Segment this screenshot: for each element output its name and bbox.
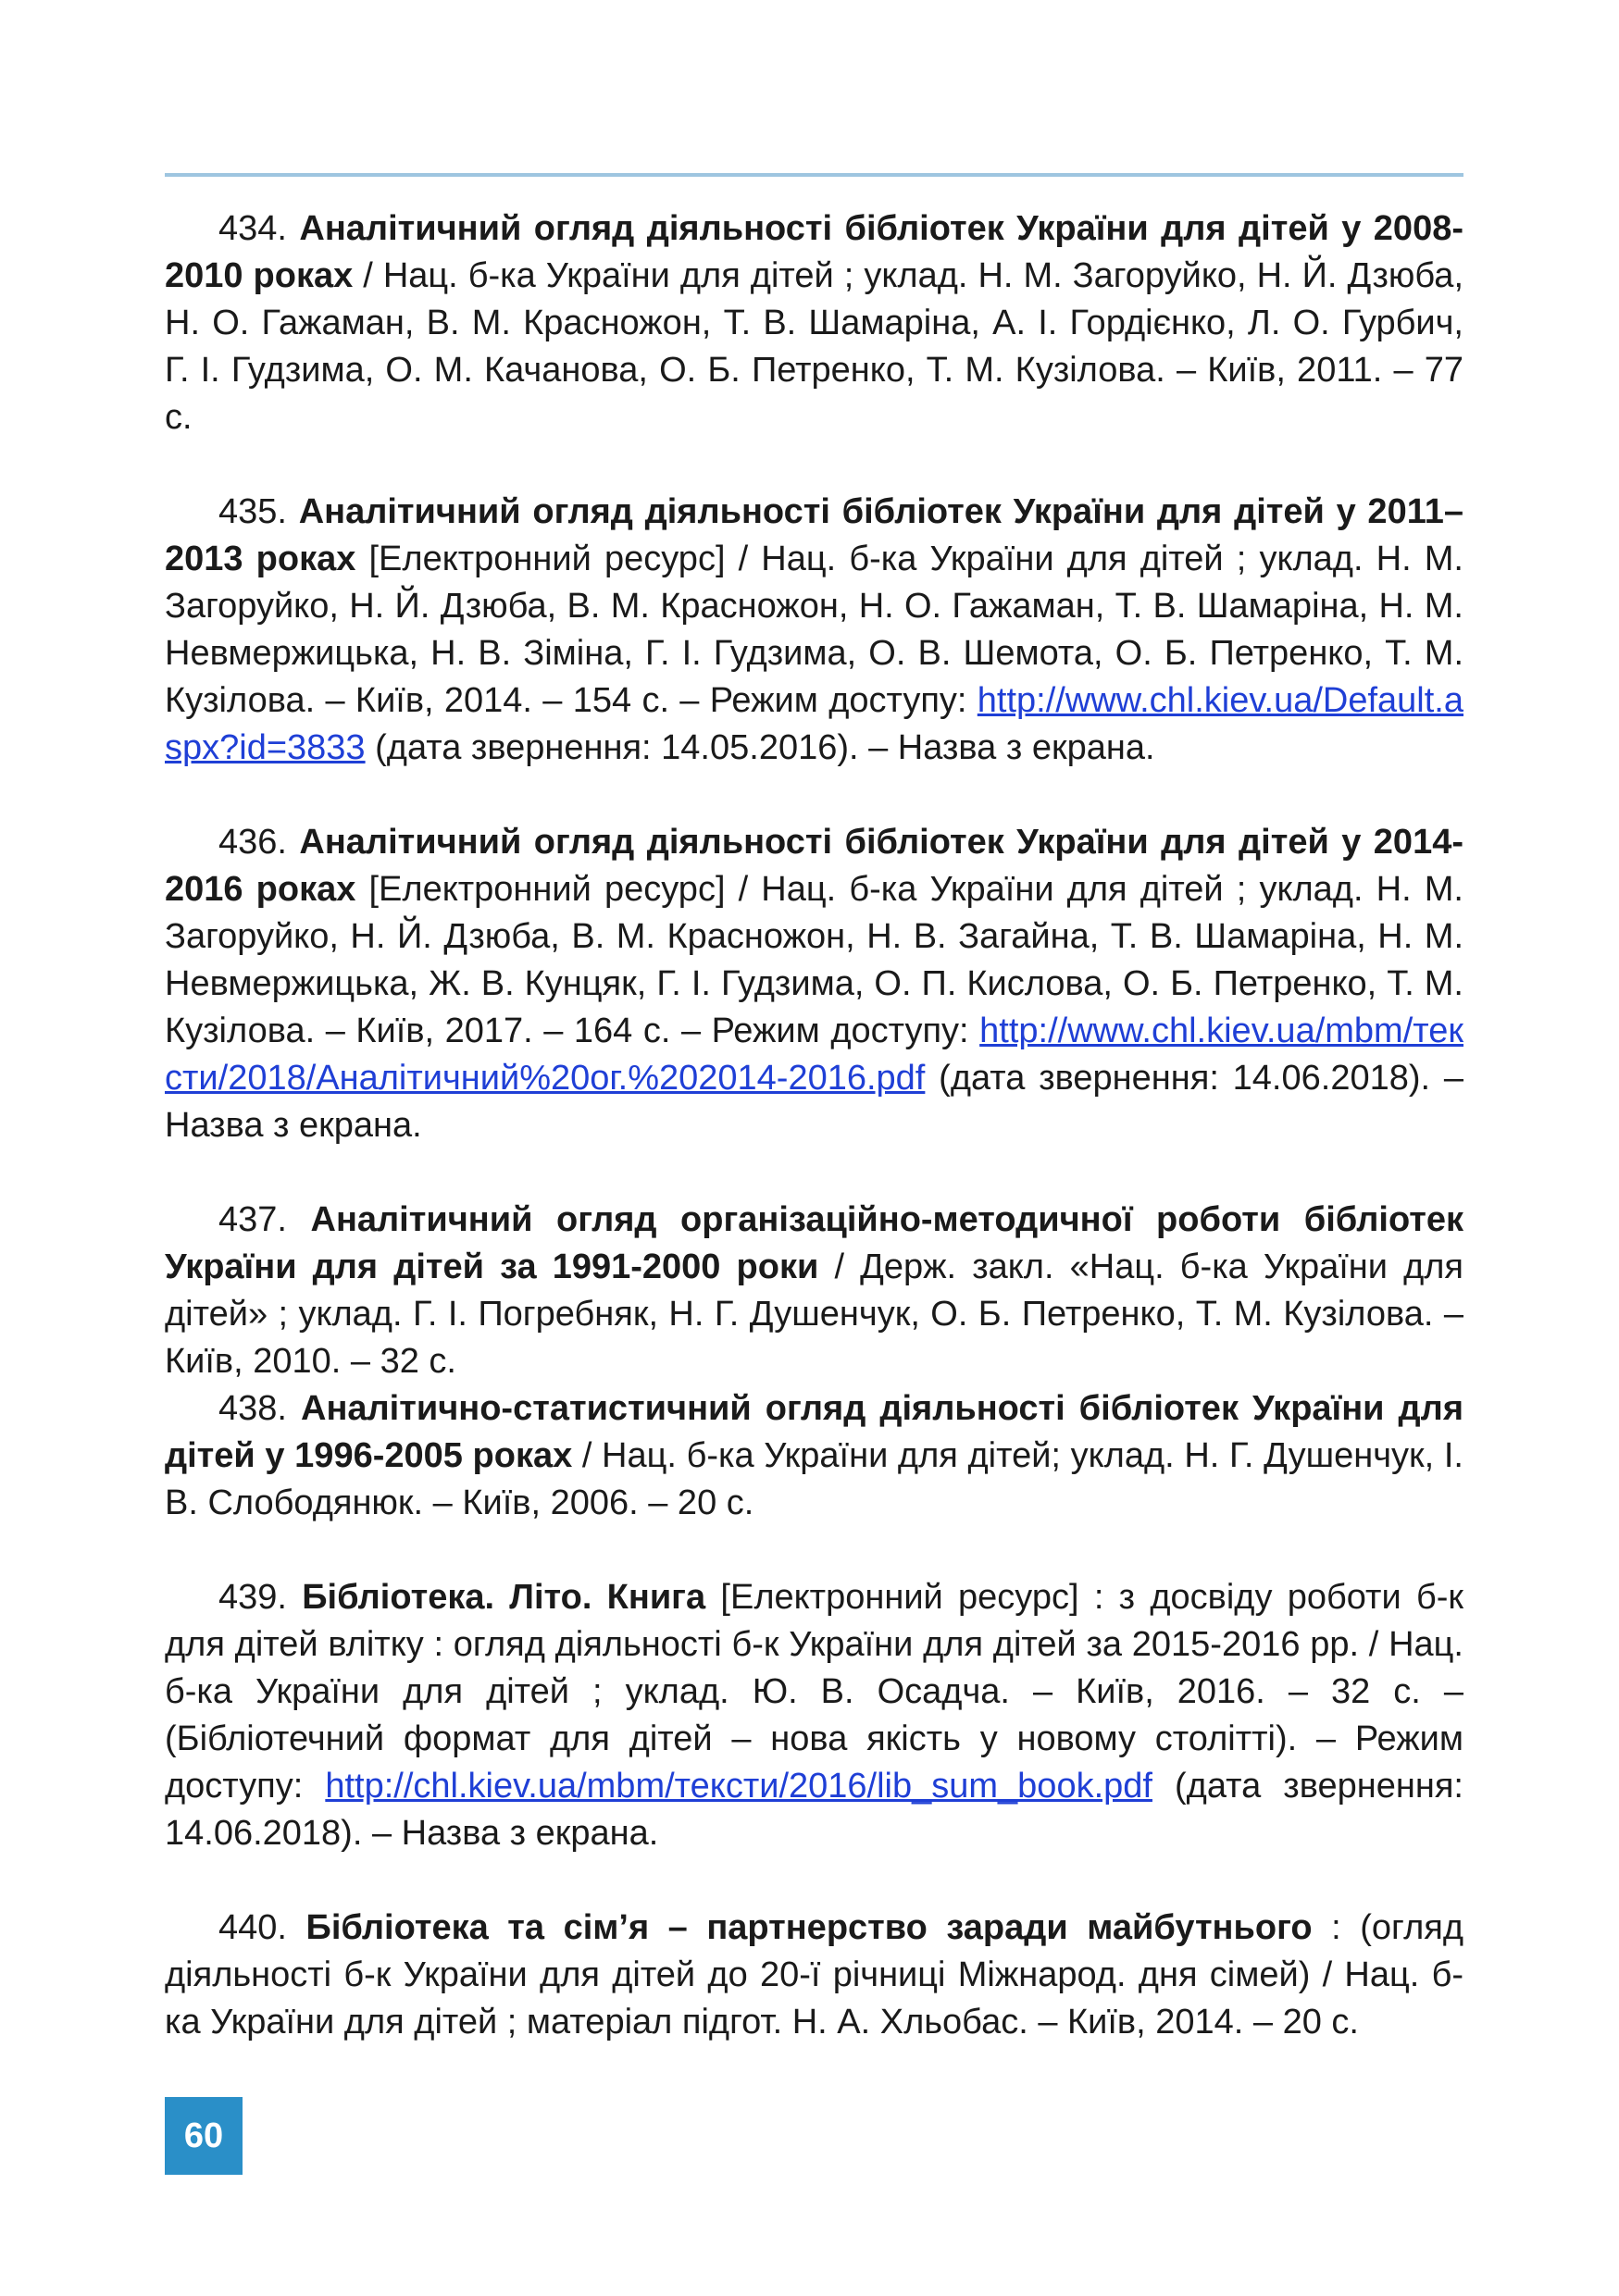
entry-number: 439. <box>218 1578 287 1617</box>
bib-entry-436 <box>165 819 1463 1149</box>
entry-title: Бібліотека та сім’я – партнерство заради майбутнього <box>305 1908 1313 1947</box>
entry-details: : (огляд діяльності б-к України для дітей до 20-ї річниці Міжнарод. дня сімей) / Нац. б-ка України для дітей ; матеріал підгот. Н. А. Хльобас. – Київ, 2014. – 20 с. <box>165 1908 1463 2042</box>
entry-details: [Електронний ресурс] : з досвіду роботи б-к для дітей влітку : огляд діяльності б-к України для дітей за 2015-2016 рр. / Нац. б-ка України для дітей ; уклад. Ю. В. Осадча. – Київ, 2016. – 32 с. – (Бібліотечний формат для дітей – нова якість у новому столітті). – Режим доступу: <box>165 1578 1463 1806</box>
header-rule <box>165 173 1463 177</box>
entry-details: / Держ. закл. «Нац. б-ка України для дітей» ; уклад. Г. І. Погребняк, Н. Г. Душенчук, О. Б. Петренко, Т. М. Кузілова. – Київ, 2010. – 32 с. <box>165 1247 1464 1381</box>
page-number-badge: 60 <box>165 2097 243 2175</box>
bib-entry-435 <box>165 489 1463 772</box>
bibliography-list <box>165 205 1463 2093</box>
entry-number: 440. <box>218 1908 287 1947</box>
entry-details: / Нац. б-ка України для дітей; уклад. Н. Г. Душенчук, І. В. Слободянюк. – Київ, 2006. – 20 с. <box>165 1436 1463 1522</box>
entry-number: 438. <box>218 1389 287 1428</box>
bib-entry-440 <box>165 1905 1463 2046</box>
bib-entry-439 <box>165 1574 1463 1857</box>
entry-access-date: (дата звернення: 14.06.2018). – Назва з екрана. <box>165 1767 1463 1853</box>
entry-title: Аналітичний огляд діяльності бібліотек України для дітей у 2014-2016 роках <box>165 823 1463 909</box>
entry-details: [Електронний ресурс] / Нац. б-ка України для дітей ; уклад. Н. М. Загоруйко, Н. Й. Дзюба, В. М. Красножон, Н. О. Гажаман, Т. В. Шамаріна, Н. М. Невмержицька, Н. В. Зіміна, Г. І. Гудзима, О. В. Шемота, О. Б. Петренко, Т. М. Кузілова. – Київ, 2014. – 154 с. – Режим доступу: <box>165 540 1463 720</box>
entry-access-date: (дата звернення: 14.06.2018). – Назва з екрана. <box>165 1059 1463 1145</box>
entry-link[interactable]: http://www.chl.kiev.ua/mbm/тексти/2018/Аналітичний%20ог.%202014-2016.pdf <box>165 1011 1463 1098</box>
entry-number: 436. <box>218 823 287 862</box>
entry-link[interactable]: http://www.chl.kiev.ua/Default.aspx?id=3833 <box>165 681 1463 767</box>
entry-number: 435. <box>218 492 287 531</box>
entry-number: 434. <box>218 209 287 248</box>
bib-entry-438 <box>165 1385 1463 1527</box>
entry-title: Бібліотека. Літо. Книга <box>302 1578 706 1617</box>
entry-title: Аналітичний огляд діяльності бібліотек України для дітей у 2008-2010 роках <box>165 209 1463 295</box>
entry-link[interactable]: http://chl.kiev.ua/mbm/тексти/2016/lib_sum_book.pdf <box>325 1767 1152 1806</box>
entry-title: Аналітичний огляд організаційно-методичної роботи бібліотек України для дітей за 1991-2000 роки <box>165 1200 1463 1286</box>
entry-details: / Нац. б-ка України для дітей ; уклад. Н. М. Загоруйко, Н. Й. Дзюба, Н. О. Гажаман, В. М. Красножон, Т. В. Шамаріна, А. І. Гордієнко, Л. О. Гурбич, Г. І. Гудзима, О. М. Качанова, О. Б. Петренко, Т. М. Кузілова. – Київ, 2011. – 77 с. <box>165 256 1463 437</box>
entry-details: [Електронний ресурс] / Нац. б-ка України для дітей ; уклад. Н. М. Загоруйко, Н. Й. Дзюба, В. М. Красножон, Н. В. Загайна, Т. В. Шамаріна, Н. М. Невмержицька, Ж. В. Кунцяк, Г. І. Гудзима, О. П. Кислова, О. Б. Петренко, Т. М. Кузілова. – Київ, 2017. – 164 с. – Режим доступу: <box>165 870 1463 1050</box>
entry-title: Аналітичний огляд діяльності бібліотек України для дітей у 2011–2013 роках <box>165 492 1464 578</box>
bib-entry-437 <box>165 1197 1463 1385</box>
entry-number: 437. <box>218 1200 287 1239</box>
entry-title: Аналітично-статистичний огляд діяльності бібліотек України для дітей у 1996-2005 роках <box>165 1389 1463 1475</box>
entry-access-date: (дата звернення: 14.05.2016). – Назва з екрана. <box>365 728 1155 767</box>
bib-entry-434 <box>165 205 1463 441</box>
